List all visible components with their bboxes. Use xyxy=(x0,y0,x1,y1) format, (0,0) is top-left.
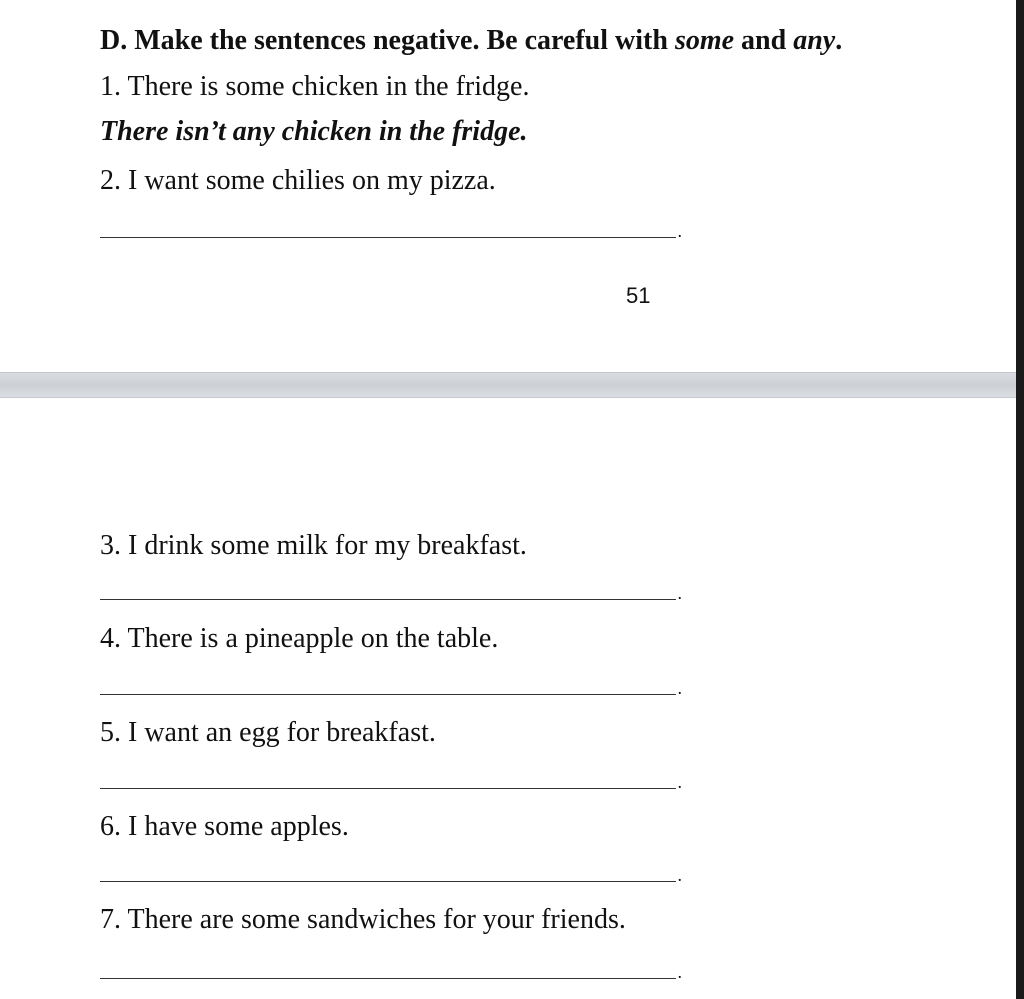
blank-rule xyxy=(100,694,676,695)
blank-rule xyxy=(100,978,676,979)
answer-blank-4[interactable] xyxy=(100,679,682,699)
blank-rule xyxy=(100,599,676,600)
sentence-3: 3. I drink some milk for my breakfast. xyxy=(100,530,527,561)
blank-period: . xyxy=(677,221,682,241)
page-separator xyxy=(0,372,1016,398)
blank-rule xyxy=(100,881,676,882)
sentence-6: 6. I have some apples. xyxy=(100,811,349,842)
page-51 xyxy=(0,0,1016,372)
heading-and: and xyxy=(734,25,794,56)
blank-period: . xyxy=(677,865,682,885)
blank-period: . xyxy=(677,583,682,603)
answer-blank-3[interactable] xyxy=(100,584,682,604)
heading-end: . xyxy=(835,25,843,56)
answer-blank-7[interactable] xyxy=(100,963,682,983)
heading-word-any: any xyxy=(793,25,836,56)
sentence-2: 2. I want some chilies on my pizza. xyxy=(100,165,496,196)
blank-period: . xyxy=(677,678,682,698)
sentence-4: 4. There is a pineapple on the table. xyxy=(100,623,499,654)
blank-period: . xyxy=(677,962,682,982)
blank-rule xyxy=(100,237,676,238)
exercise-heading xyxy=(100,24,842,58)
page-52 xyxy=(0,398,1016,999)
sentence-1: 1. There is some chicken in the fridge. xyxy=(100,71,530,102)
answer-blank-5[interactable] xyxy=(100,773,682,793)
sentence-7: 7. There are some sandwiches for your friends. xyxy=(100,904,626,935)
screen-edge xyxy=(1016,0,1024,999)
answer-blank-2[interactable] xyxy=(100,222,682,242)
sentence-5: 5. I want an egg for breakfast. xyxy=(100,717,436,748)
page-number: 51 xyxy=(626,283,651,308)
heading-word-some: some xyxy=(674,25,735,56)
blank-rule xyxy=(100,788,676,789)
answer-blank-6[interactable] xyxy=(100,866,682,886)
blank-period: . xyxy=(677,772,682,792)
example-answer: There isn’t any chicken in the fridge. xyxy=(100,116,528,147)
heading-text: D. Make the sentences negative. Be careful with xyxy=(100,25,675,56)
